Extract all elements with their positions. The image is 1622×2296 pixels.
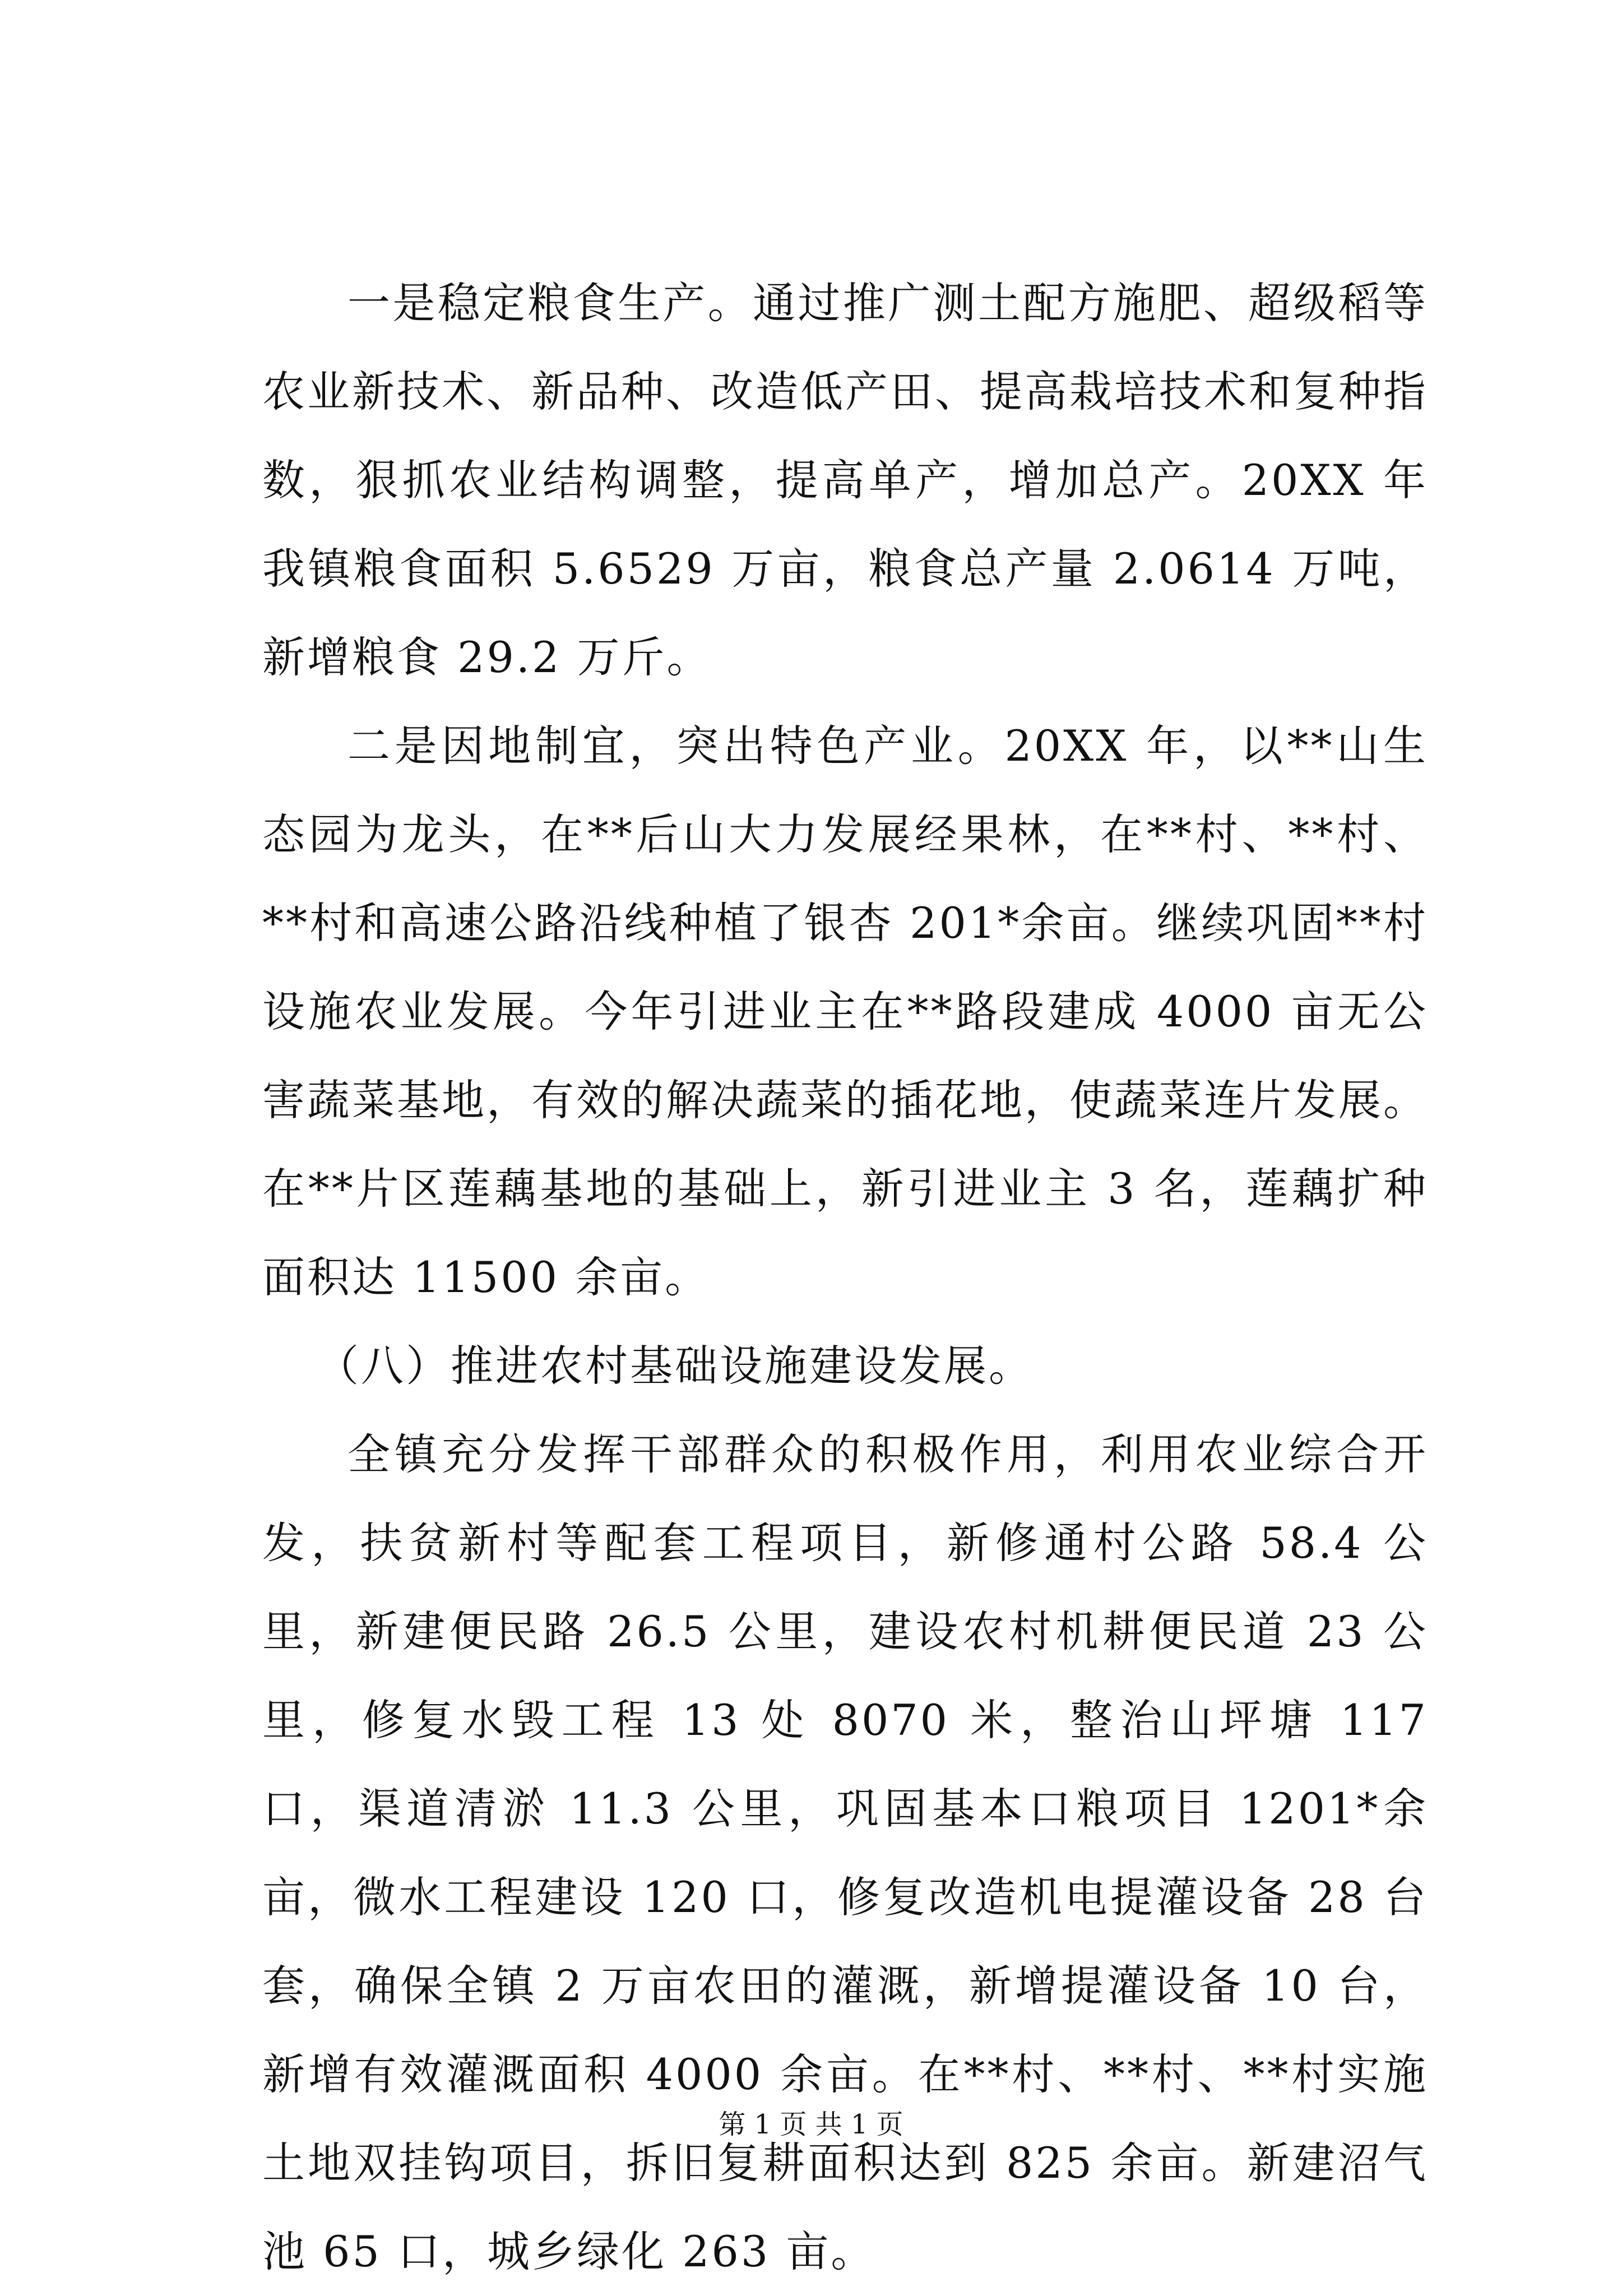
paragraph-infrastructure-details: 全镇充分发挥干部群众的积极作用，利用农业综合开发，扶贫新村等配套工程项目，新修通村公路 58.4 公里，新建便民路 26.5 公里，建设农村机耕便民道 23 公里，修复水毁工程 13 处 8070 米，整治山坪塘 117 口，渠道清淤 11.3 公里，巩固基本口粮项目 1201*余亩，微水工程建设 120 口，修复改造机电提灌设备 28 台套，确保全镇 2 万亩农田的灌溉，新增提灌设备 10 台，新增有效灌溉面积 4000 余亩。在**村、**村、**村实施土地双挂钩项目，拆旧复耕面积达到 825 余亩。新建沼气池 65 口，城乡绿化 263 亩。: [262, 1429, 1428, 2276]
page-number-footer: 第 1 页 共 1 页: [719, 2109, 903, 2140]
section-heading-infrastructure: （八）推进农村基础设施建设发展。: [316, 1341, 1034, 1391]
paragraph-grain-production: 一是稳定粮食生产。通过推广测土配方施肥、超级稻等农业新技术、新品种、改造低产田、提高栽培技术和复种指数，狠抓农业结构调整，提高单产，增加总产。20XX 年我镇粮食面积 5.6529 万亩，粮食总产量 2.0614 万吨，新增粮食 29.2 万斤。: [262, 278, 1428, 682]
paragraph-specialty-industry: 二是因地制宜，突出特色产业。20XX 年，以**山生态园为龙头，在**后山大力发展经果林，在**村、**村、**村和高速公路沿线种植了银杏 201*余亩。继续巩固**村设施农业发展。今年引进业主在**路段建成 4000 亩无公害蔬菜基地，有效的解决蔬菜的插花地，使蔬菜连片发展。在**片区莲藕基地的基础上，新引进业主 3 名，莲藕扩种面积达 11500 余亩。: [262, 721, 1428, 1302]
document-body: [262, 259, 1428, 2296]
